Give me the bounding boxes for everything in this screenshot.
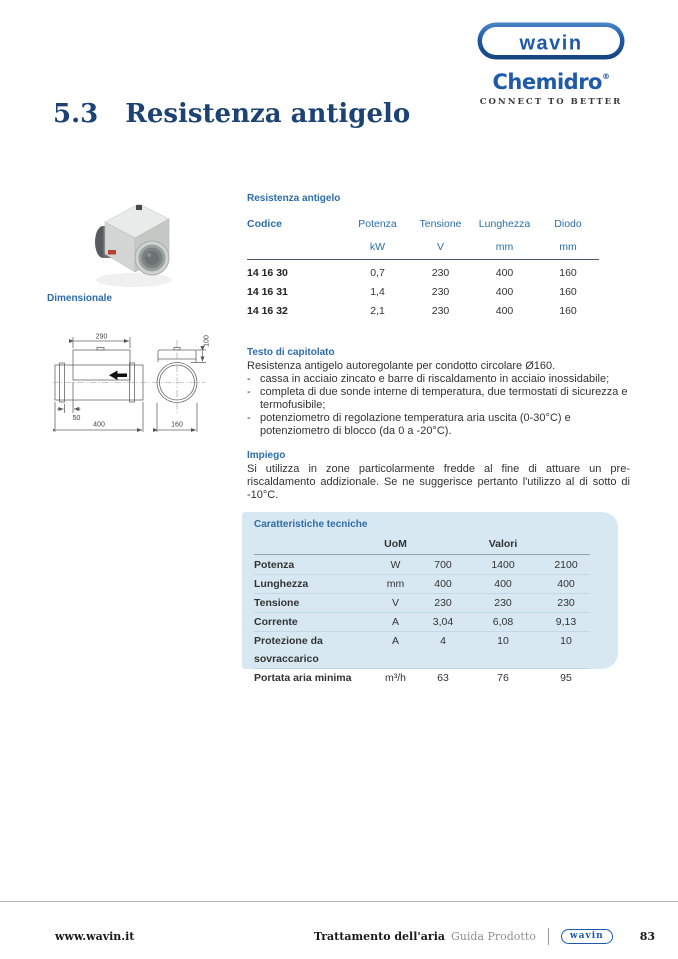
brand-block <box>477 22 625 107</box>
website-link[interactable]: www.wavin.it <box>55 930 135 943</box>
capitolato-intro: Resistenza antigelo autoregolante per condotto circolare Ø160. <box>247 360 556 372</box>
spec-uom: m³/h <box>385 672 406 684</box>
spec-value: 3,04 <box>432 616 454 628</box>
spec-label: Portata aria minima <box>254 672 352 684</box>
spec-label: Lunghezza <box>254 578 309 590</box>
spec-value: 76 <box>497 672 509 684</box>
spec-value: 2100 <box>554 559 578 571</box>
unit-cell: kW <box>369 241 386 253</box>
product-table <box>247 218 628 321</box>
product-label <box>108 250 116 255</box>
spec-uom: W <box>390 559 401 571</box>
table-cell: 160 <box>559 286 577 298</box>
unit-cell: V <box>436 241 444 253</box>
spec-value: 230 <box>434 597 452 609</box>
spec-value: 10 <box>560 635 572 647</box>
unit-cell <box>247 241 346 259</box>
capitolato-heading: Testo di capitolato <box>247 347 335 358</box>
spec-value: 9,13 <box>555 616 577 628</box>
wavin-footer-logo: wavin <box>561 929 613 944</box>
spec-value: 400 <box>434 578 452 590</box>
unit-cell: mm <box>559 241 577 253</box>
spec-value: 63 <box>437 672 449 684</box>
spec-label: Corrente <box>254 616 298 628</box>
spec-value: 6,08 <box>492 616 514 628</box>
column-header: Codice <box>247 218 283 230</box>
dim-290-label: 290 <box>95 333 108 341</box>
dim-50-label: 50 <box>72 415 81 422</box>
spec-uom: A <box>391 635 399 647</box>
dimensional-label: Dimensionale <box>47 293 113 304</box>
spec-uom: mm <box>386 578 405 590</box>
table-cell: 0,7 <box>370 267 385 279</box>
capitolato-bullet: - potenziometro di regolazione temperatura aria uscita (0-30°C) e potenziometro di blocco (da 0 a -20°C). <box>247 411 571 437</box>
table-cell: 400 <box>495 305 514 317</box>
impiego-section <box>247 450 630 502</box>
section-title: Resistenza antigelo <box>125 99 411 129</box>
spec-value: 10 <box>497 635 509 647</box>
table-cell: 230 <box>431 267 450 279</box>
column-header: Lunghezza <box>478 218 531 230</box>
table-cell-code: 14 16 30 <box>247 267 288 279</box>
spec-value: 400 <box>557 578 575 590</box>
product-photo <box>88 192 180 292</box>
spec-value: 230 <box>557 597 575 609</box>
values-header: Valori <box>488 538 518 550</box>
column-header: Diodo <box>554 218 582 230</box>
chemidro-logo: Chemidro® <box>492 70 610 94</box>
capitolato-bullet: - cassa in acciaio zincato e barre di riscaldamento in acciaio inossidabile; <box>247 372 610 385</box>
spec-uom: V <box>391 597 399 609</box>
uom-header: UoM <box>384 538 407 550</box>
footer-divider <box>0 901 678 902</box>
capitolato-bullet: - completa di due sonde interne di temperatura, due termostati di sicurezza e termofusibile; <box>247 385 628 411</box>
table-cell: 230 <box>431 286 450 298</box>
impiego-heading: Impiego <box>247 450 286 461</box>
table-cell-code: 14 16 32 <box>247 305 288 317</box>
unit-cell: mm <box>495 241 514 253</box>
capitolato-section <box>247 347 630 437</box>
product-table-section <box>247 193 628 321</box>
spec-label: Protezione da sovraccarico <box>254 635 323 665</box>
table-cell: 1,4 <box>370 286 385 298</box>
spec-value: 230 <box>494 597 512 609</box>
registered-mark: ® <box>602 72 610 81</box>
tech-specs-panel <box>242 512 618 684</box>
spec-value: 1400 <box>491 559 515 571</box>
dimensional-drawing <box>53 327 223 439</box>
table-cell-code: 14 16 31 <box>247 286 288 298</box>
table-cell: 2,1 <box>370 305 385 317</box>
column-header: Tensione <box>419 218 462 230</box>
wavin-logo-icon <box>477 22 625 60</box>
table-cell: 160 <box>559 305 577 317</box>
spec-value: 95 <box>560 672 572 684</box>
table-cell: 400 <box>495 286 514 298</box>
footer <box>55 928 655 945</box>
tech-specs-table <box>252 535 608 687</box>
footer-section-label: Trattamento dell'aria <box>313 930 445 943</box>
dim-100-label: 100 <box>203 335 211 347</box>
table-divider <box>247 259 599 260</box>
dim-160-label: 160 <box>171 421 183 429</box>
page-title <box>53 99 410 129</box>
dim-400-label: 400 <box>93 421 105 429</box>
wavin-logo-text: wavin <box>519 32 583 55</box>
spec-value: 400 <box>494 578 512 590</box>
product-table-heading: Resistenza antigelo <box>247 193 341 204</box>
column-header: Potenza <box>358 218 397 230</box>
brand-tagline: CONNECT TO BETTER <box>479 97 623 107</box>
section-number: 5.3 <box>53 99 99 129</box>
spec-label: Tensione <box>254 597 300 609</box>
table-divider <box>254 554 590 555</box>
table-cell: 230 <box>431 305 450 317</box>
spec-value: 4 <box>440 635 446 647</box>
footer-vertical-divider <box>548 928 549 945</box>
table-cell: 400 <box>495 267 514 279</box>
spec-value: 700 <box>434 559 452 571</box>
footer-doc-type: Guida Prodotto <box>451 930 536 943</box>
impiego-text: Si utilizza in zone particolarmente fredde al fine di attuare un pre-riscaldamento addizionale. Se ne suggerisce pertanto l'utilizzo al di sotto di -10°C. <box>247 463 630 501</box>
spec-uom: A <box>391 616 399 628</box>
tech-specs-heading: Caratteristiche tecniche <box>254 519 368 530</box>
page-number: 83 <box>639 930 655 943</box>
airflow-arrow-icon <box>109 371 127 381</box>
spec-label: Potenza <box>254 559 295 571</box>
table-cell: 160 <box>559 267 577 279</box>
